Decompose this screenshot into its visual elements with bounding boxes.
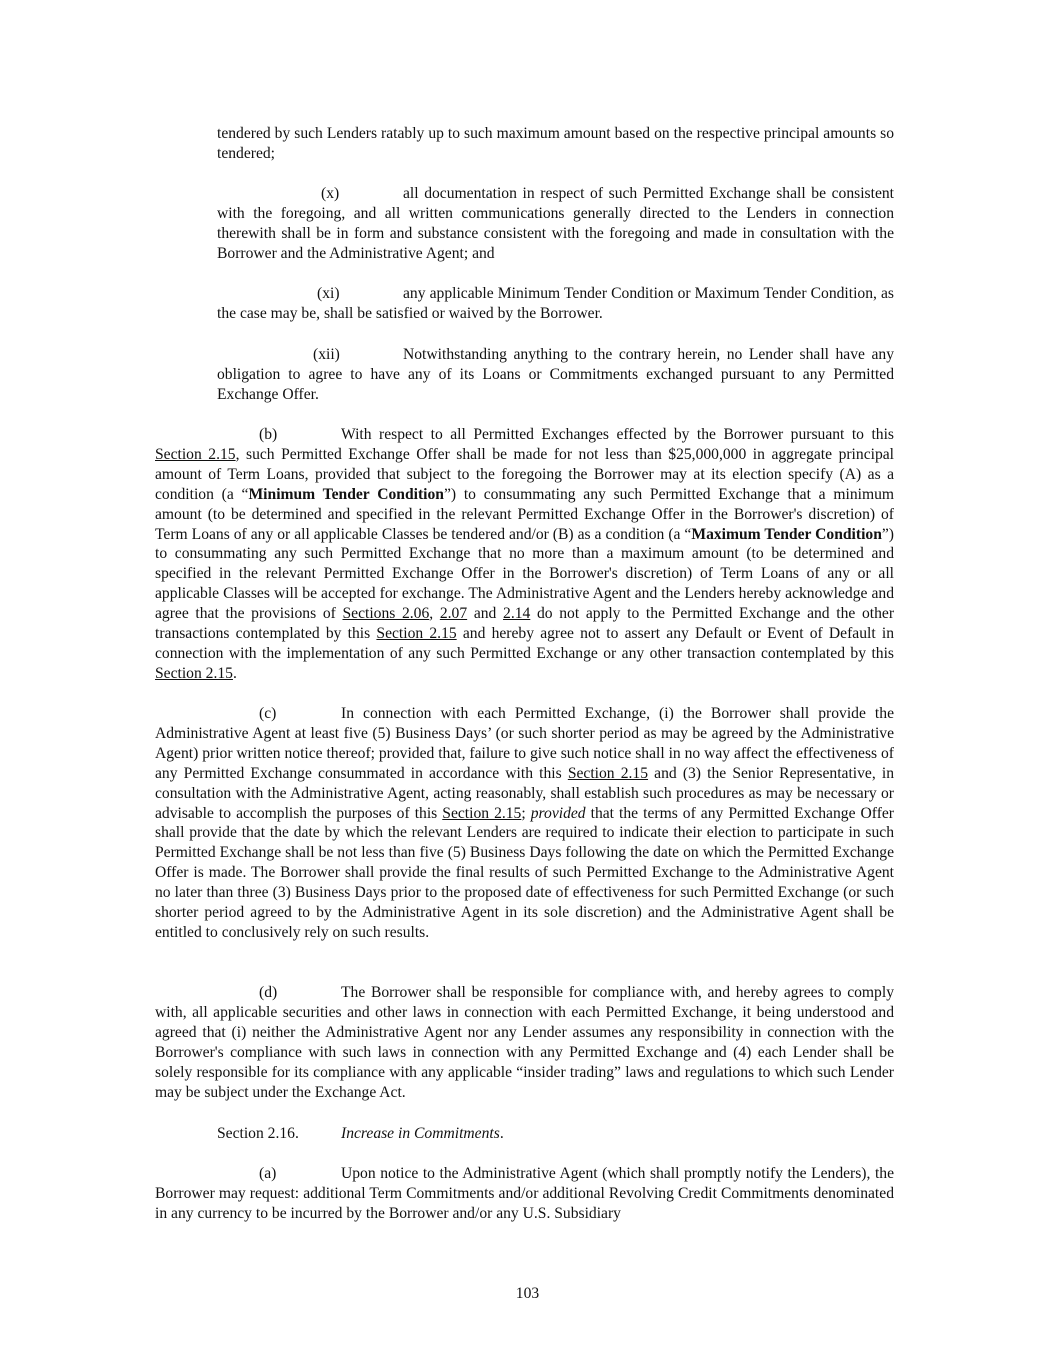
clause-xi-label: (xi)	[317, 285, 340, 302]
paragraph-continuation: tendered by such Lenders ratably up to such maximum amount based on the respective principal amounts so tendered;	[217, 125, 894, 162]
section-reference[interactable]: Section 2.15	[155, 664, 233, 682]
page-number: 103	[515, 1285, 540, 1302]
paragraph-d-label: (d)	[259, 984, 278, 1001]
paragraph-c: (c) In connection with each Permitted Exchange, (i) the Borrower shall provide the Administrative Agent at least five (5) Business Days’ (or such shorter period as may be agreed by the Administrative Agent) prior written notice thereof; provided that, failure to give such notice shall in no way affect the effectiveness of any Permitted Exchange consummated in accordance with this Section 2.15 and (3) the Senior Representative, in consultation with the Administrative Agent, acting reasonably, shall establish such procedures as may be necessary or advisable to accomplish the purposes of this Section 2.15; provided that the terms of any Permitted Exchange Offer shall provide that the date by which the relevant Lenders are required to indicate their election to participate in such Permitted Exchange shall be not less than five (5) Business Days following the date on which the Permitted Exchange Offer is made. The Borrower shall provide the final results of such Permitted Exchange to the Administrative Agent no later than three (3) Business Days prior to the proposed date of effectiveness for such Permitted Exchange (or such shorter period agreed to by the Administrative Agent in its sole discretion) and the Administrative Agent shall be entitled to conclusively rely on such results.	[155, 705, 895, 941]
section-reference[interactable]: Section 2.15	[376, 625, 457, 643]
italic-term: provided	[530, 804, 586, 822]
section-reference[interactable]: Section 2.15	[155, 445, 236, 463]
section-reference[interactable]: 2.07	[439, 605, 468, 623]
section-heading: Section 2.16. Increase in Commitments.	[217, 1125, 504, 1142]
section-reference[interactable]: Section 2.15	[567, 764, 649, 782]
clause-xii-label: (xii)	[313, 346, 340, 363]
clause-xii: (xii) Notwithstanding anything to the contrary herein, no Lender shall have any obligation to agree to have any of its Loans or Commitments exchanged pursuant to any Permitted Exchange Offer.	[217, 346, 894, 403]
section-reference[interactable]: Section 2.15	[442, 804, 522, 822]
defined-term: Maximum Tender Condition	[691, 525, 882, 543]
paragraph-b-label: (b)	[259, 426, 278, 443]
clause-x: (x) all documentation in respect of such Permitted Exchange shall be consistent with the foregoing, and all written communications generally directed to the Lenders in connection therewith shall be in form and substance consistent with the foregoing and made in consultation with the Borrower and the Administrative Agent; and	[217, 185, 894, 262]
section-number: Section 2.16.	[217, 1125, 299, 1142]
paragraph-a: (a) Upon notice to the Administrative Agent (which shall promptly notify the Lenders), the Borrower may request: additional Term Commitments and/or additional Revolving Credit Commitments denominated in any currency to be incurred by the Borrower and/or any U.S. Subsidiary	[155, 1165, 894, 1222]
clause-xi: (xi) any applicable Minimum Tender Condition or Maximum Tender Condition, as the case may be, shall be satisfied or waived by the Borrower.	[217, 285, 894, 322]
paragraph-c-label: (c)	[259, 705, 277, 722]
paragraph-b: (b) With respect to all Permitted Exchanges effected by the Borrower pursuant to this Section 2.15, such Permitted Exchange Offer shall be made for not less than $25,000,000 in aggregate principal amount of Term Loans, provided that subject to the foregoing the Borrower may at its election specify (A) as a condition (a “Minimum Tender Condition”) to consummating any such Permitted Exchange that a minimum amount (to be determined and specified in the relevant Permitted Exchange Offer in the Borrower's discretion) of Term Loans of any or all applicable Classes be tendered and/or (B) as a condition (a “Maximum Tender Condition”) to consummating any such Permitted Exchange that no more than a maximum amount (to be determined and specified in the relevant Permitted Exchange Offer in the Borrower's discretion) of Term Loans of any or all applicable Classes will be accepted for exchange. The Administrative Agent and the Lenders hereby acknowledge and agree that the provisions of Sections 2.06, 2.07 and 2.14 do not apply to the Permitted Exchange and the other transactions contemplated by this Section 2.15 and hereby agree not to assert any Default or Event of Default in connection with the implementation of any such Permitted Exchange or any other transaction contemplated by this Section 2.15.	[155, 426, 895, 682]
clause-x-label: (x)	[321, 185, 340, 202]
section-reference[interactable]: 2.14	[503, 605, 531, 623]
section-title: Increase in Commitments	[341, 1125, 500, 1142]
defined-term: Minimum Tender Condition	[248, 485, 444, 503]
paragraph-a-label: (a)	[259, 1165, 277, 1182]
section-reference[interactable]: Sections 2.06	[342, 605, 430, 623]
paragraph-d: (d) The Borrower shall be responsible for compliance with, and hereby agrees to comply with, all applicable securities and other laws in connection with each Permitted Exchange, it being understood and agreed that (i) neither the Administrative Agent nor any Lender assumes any responsibility in connection with the Borrower's compliance with such laws in connection with any Permitted Exchange and (4) each Lender shall be solely responsible for its compliance with any applicable “insider trading” laws and regulations to which such Lender may be subject under the Exchange Act.	[155, 984, 894, 1101]
